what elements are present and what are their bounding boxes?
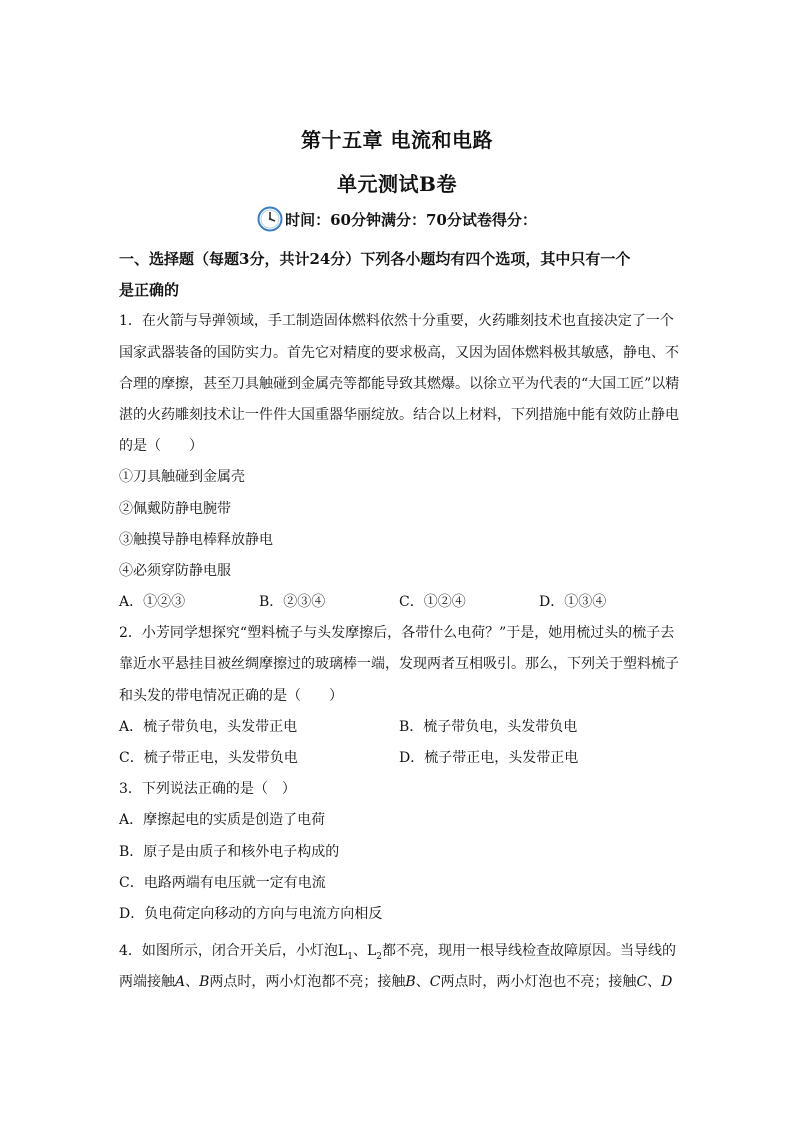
q1-item: ③触摸导静电棒释放静电 <box>119 531 273 548</box>
q3-option-a: A．摩擦起电的实质是创造了电荷 <box>119 812 326 829</box>
q1-option-d: D．①③④ <box>539 594 607 611</box>
q2-options-row1 <box>119 712 679 743</box>
q3-option-d: D．负电荷定向移动的方向与电流方向相反 <box>119 905 383 922</box>
q3-option-b: B．原子是由质子和核外电子构成的 <box>119 843 340 860</box>
test-title: 单元测试B卷 <box>337 172 457 196</box>
q1-option-c: C．①②④ <box>399 594 466 611</box>
q2-options-row2 <box>119 743 679 774</box>
q3-option-c: C．电路两端有电压就一定有电流 <box>119 874 326 891</box>
q4-stem-line2: 两端接触A、B两点时，两小灯泡都不亮；接触B、C两点时，两小灯泡也不亮；接触C、D <box>119 974 673 991</box>
q1-stem-line: 国家武器装备的国防实力。首先它对精度的要求极高，又因为固体燃料极其敏感，静电、不 <box>119 344 679 361</box>
q2-option-d: D．梳子带正电，头发带正电 <box>399 750 579 766</box>
q2-option-c: C．梳子带正电，头发带负电 <box>119 750 298 766</box>
exam-info-text: 时间：60分钟满分：70分试卷得分： <box>285 210 537 229</box>
q1-option-b: B．②③④ <box>259 594 326 611</box>
q3-stem: 3．下列说法正确的是（ ） <box>119 781 296 798</box>
q1-stem-line: 合理的摩擦，甚至刀具触碰到金属壳等都能导致其燃爆。以徐立平为代表的“大国工匠”以精 <box>119 375 679 392</box>
q2-option-b: B．梳子带负电，头发带负电 <box>399 718 578 735</box>
q1-stem-line: 湛的火药雕刻技术让一件件大国重器华丽绽放。结合以上材料，下列措施中能有效防止静电 <box>119 406 679 423</box>
exam-info-line <box>0 206 794 232</box>
clock-icon <box>257 206 283 232</box>
q1-option-a: A．①②③ <box>119 594 186 611</box>
q2-stem-line: 和头发的带电情况正确的是（ ） <box>119 687 343 704</box>
question-content <box>119 244 679 999</box>
q1-item: ②佩戴防静电腕带 <box>119 500 231 517</box>
q2-option-a: A．梳子带负电，头发带正电 <box>119 718 298 735</box>
q1-stem-line: 的是（ ） <box>119 438 203 455</box>
q1-options <box>119 587 679 618</box>
q4-stem-line1: 4．如图所示，闭合开关后，小灯泡$L_1$、$L_2$都不亮，现用一根导线检查故障原因。当导线的 <box>119 943 676 962</box>
section-heading-line1: 一、选择题（每题3分，共计24分）下列各小题均有四个选项，其中只有一个 <box>119 250 631 268</box>
chapter-title: 第十五章 电流和电路 <box>301 128 493 152</box>
q2-stem-line: 2．小芳同学想探究“塑料梳子与头发摩擦后，各带什么电荷？”于是，她用梳过头的梳子去 <box>119 625 675 642</box>
section-heading-line2: 是正确的 <box>119 281 180 300</box>
q1-item: ④必须穿防静电服 <box>119 562 231 579</box>
q2-stem-line: 靠近水平悬挂目被丝绸摩擦过的玻璃棒一端，发现两者互相吸引。那么，下列关于塑料梳子 <box>119 656 679 673</box>
q1-stem-line: 1．在火箭与导弹领域，手工制造固体燃料依然十分重要，火药雕刻技术也直接决定了一个 <box>119 313 674 330</box>
q1-item: ①刀具触碰到金属壳 <box>119 469 245 486</box>
